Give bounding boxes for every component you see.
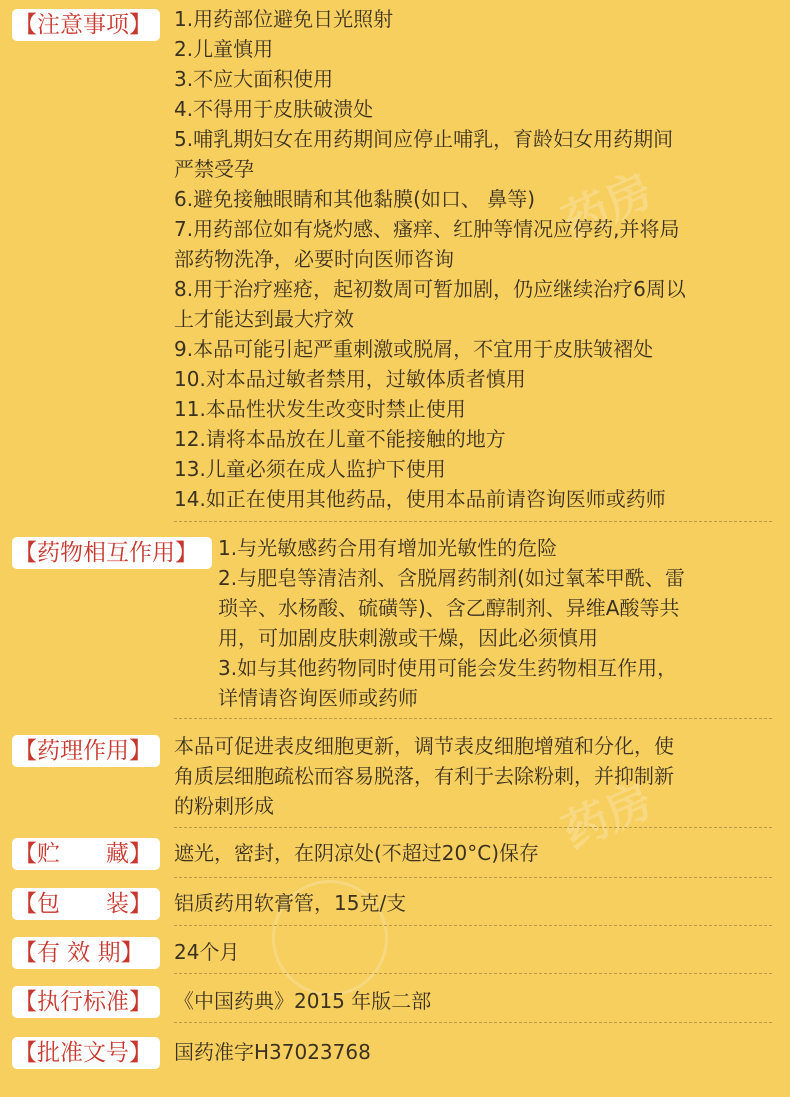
precaution-line: 12.请将本品放在儿童不能接触的地方 [174,427,506,451]
precaution-line: 8.用于治疗痤疮，起初数周可暂加剧，仍应继续治疗6周以 [174,277,686,301]
section-divider [174,973,772,974]
precaution-line: 部药物洗净，必要时向医师咨询 [174,247,454,271]
interaction-line: 详情请咨询医师或药师 [218,686,418,710]
validity-label: 【有 效 期】 [12,937,160,969]
section-divider [174,877,772,878]
section-divider [174,827,772,828]
validity-content: 24个月 [174,940,240,964]
precaution-line: 严禁受孕 [174,157,254,181]
interaction-line: 2.与肥皂等清洁剂、含脱屑药制剂(如过氧苯甲酰、雷 [218,566,685,590]
watermark-text: 药房 [554,772,661,860]
precaution-line: 6.避免接触眼睛和其他黏膜(如口、 鼻等) [174,187,536,211]
precaution-line: 7.用药部位如有烧灼感、瘙痒、红肿等情况应停药,并将局 [174,217,680,241]
packaging-label: 【包 装】 [12,888,160,920]
pharmacology-line: 的粉刺形成 [174,794,274,818]
precaution-line: 9.本品可能引起严重刺激或脱屑，不宜用于皮肤皱褶处 [174,337,654,361]
packaging-content: 铝质药用软膏管，15克/支 [174,891,407,915]
storage-label: 【贮 藏】 [12,838,160,870]
pharmacology-label: 【药理作用】 [12,735,160,767]
precaution-line: 3.不应大面积使用 [174,67,334,91]
interaction-line: 1.与光敏感药合用有增加光敏性的危险 [218,536,558,560]
precaution-line: 10.对本品过敏者禁用，过敏体质者慎用 [174,367,526,391]
pharmacology-content [174,731,774,821]
precaution-line: 4.不得用于皮肤破溃处 [174,97,374,121]
pharmacology-line: 本品可促进表皮细胞更新，调节表皮细胞增殖和分化，使 [174,734,674,758]
precaution-line: 1.用药部位避免日光照射 [174,7,394,31]
approval-content: 国药准字H37023768 [174,1040,371,1064]
interaction-line: 用，可加剧皮肤刺激或干燥，因此必须慎用 [218,626,598,650]
approval-label: 【批准文号】 [12,1037,160,1069]
watermark-text: 药房 [554,162,661,250]
section-divider [174,718,772,719]
precaution-line: 11.本品性状发生改变时禁止使用 [174,397,466,421]
interactions-content [218,533,774,713]
interaction-line: 3.如与其他药物同时使用可能会发生药物相互作用， [218,656,678,680]
standard-label: 【执行标准】 [12,986,160,1018]
section-divider [174,521,772,522]
precaution-line: 5.哺乳期妇女在用药期间应停止哺乳，育龄妇女用药期间 [174,127,674,151]
interaction-line: 琐辛、水杨酸、硫磺等)、含乙醇制剂、异维A酸等共 [218,596,680,620]
precaution-line: 14.如正在使用其他药品，使用本品前请咨询医师或药师 [174,487,666,511]
storage-content: 遮光，密封，在阴凉处(不超过20°C)保存 [174,841,540,865]
precaution-line: 上才能达到最大疗效 [174,307,354,331]
pharmacology-line: 角质层细胞疏松而容易脱落，有利于去除粉刺，并抑制新 [174,764,674,788]
precaution-line: 13.儿童必须在成人监护下使用 [174,457,446,481]
precautions-label: 【注意事项】 [12,9,160,41]
section-divider [174,1022,772,1023]
precaution-line: 2.儿童慎用 [174,37,274,61]
interactions-label: 【药物相互作用】 [12,537,212,569]
section-divider [174,925,772,926]
precautions-content [174,4,774,514]
standard-content: 《中国药典》2015 年版二部 [174,989,432,1013]
